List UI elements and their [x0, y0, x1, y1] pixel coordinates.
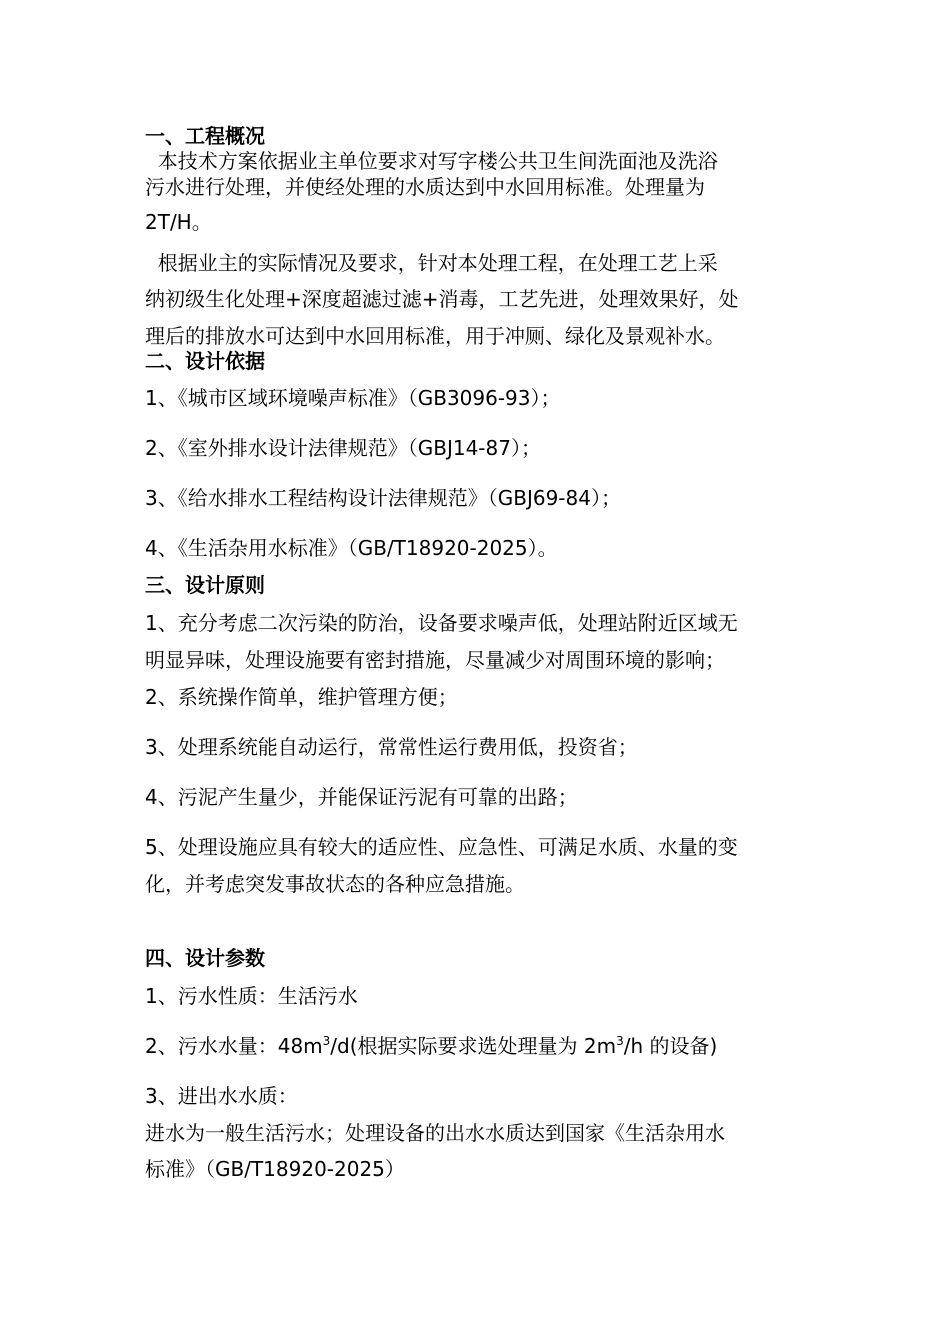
paragraph-line: 2T/H。 [145, 210, 212, 234]
list-item: 1、《城市区域环境噪声标准》（GB3096-93）； [145, 386, 561, 410]
list-item: 2、系统操作简单，维护管理方便； [145, 685, 458, 709]
section-4-heading: 四、设计参数 [145, 946, 265, 970]
section-2-heading: 二、设计依据 [145, 349, 265, 373]
paragraph-line: 标准》（GB/T18920-2025） [145, 1157, 405, 1181]
paragraph-line: 纳初级生化处理+深度超滤过滤+消毒，工艺先进，处理效果好，处 [145, 287, 739, 311]
paragraph-line: 进水为一般生活污水；处理设备的出水水质达到国家《生活杂用水 [145, 1121, 725, 1145]
section-3-heading: 三、设计原则 [145, 573, 265, 597]
list-item: 1、污水性质：生活污水 [145, 984, 358, 1008]
list-item: 化，并考虑突发事故状态的各种应急措施。 [145, 872, 525, 896]
list-item: 1、充分考虑二次污染的防治，设备要求噪声低，处理站附近区域无 [145, 611, 738, 635]
list-item: 5、处理设施应具有较大的适应性、应急性、可满足水质、水量的变 [145, 835, 738, 859]
section-1-heading: 一、工程概况 [145, 124, 265, 148]
list-item: 3、进出水水质： [145, 1084, 298, 1108]
paragraph-line: 污水进行处理，并使经处理的水质达到中水回用标准。处理量为 [145, 175, 705, 199]
list-item: 2、《室外排水设计法律规范》（GBJ14-87）； [145, 436, 541, 460]
paragraph-line: 理后的排放水可达到中水回用标准，用于冲厕、绿化及景观补水。 [145, 324, 725, 348]
list-item: 4、污泥产生量少，并能保证污泥有可靠的出路； [145, 785, 578, 809]
paragraph-line: 本技术方案依据业主单位要求对写字楼公共卫生间洗面池及洗浴 [145, 149, 718, 173]
list-item: 明显异味，处理设施要有密封措施，尽量减少对周围环境的影响； [145, 648, 725, 672]
list-item: 3、《给水排水工程结构设计法律规范》（GBJ69-84）； [145, 486, 621, 510]
list-item: 2、污水水量：$48m^3/d$(根据实际要求选处理量为 $2m^3/h$ 的设备) [145, 1034, 718, 1058]
list-item: 3、处理系统能自动运行，常常性运行费用低，投资省； [145, 735, 638, 759]
paragraph-line: 根据业主的实际情况及要求，针对本处理工程，在处理工艺上采 [145, 251, 718, 275]
list-item: 4、《生活杂用水标准》（GB/T18920-2025）。 [145, 536, 558, 560]
